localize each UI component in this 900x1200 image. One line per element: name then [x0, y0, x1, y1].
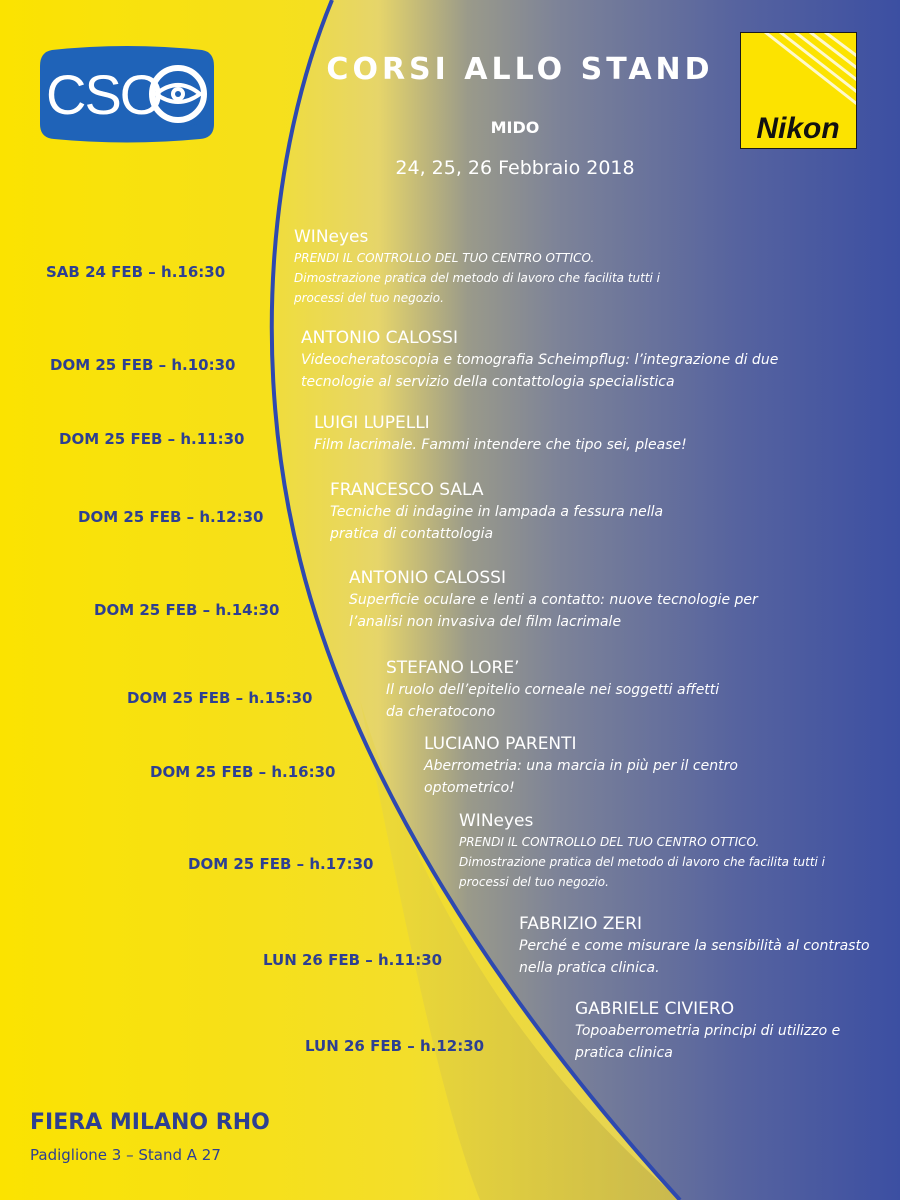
event-description: PRENDI IL CONTROLLO DEL TUO CENTRO OTTICO. Dimostrazione pratica del metodo di lavoro che facilita tutti i processi del tuo negozio.	[294, 251, 661, 305]
eye-icon	[152, 66, 212, 126]
time-slot-5: DOM 25 FEB – h.14:30	[94, 601, 280, 619]
event-name: MIDO	[490, 118, 540, 137]
event-1	[294, 226, 660, 308]
venue-hall: Padiglione 3 – Stand A 27	[30, 1146, 221, 1164]
time-slot-10: LUN 26 FEB – h.12:30	[305, 1037, 485, 1055]
event-dates: 24, 25, 26 Febbraio 2018	[395, 157, 635, 179]
event-title: ANTONIO CALOSSI	[301, 328, 458, 348]
time-slot-1: SAB 24 FEB – h.16:30	[46, 263, 226, 281]
event-8	[459, 810, 825, 892]
event-title: LUCIANO PARENTI	[424, 734, 577, 754]
event-4	[330, 479, 663, 545]
nikon-logo	[740, 32, 857, 149]
time-slot-4: DOM 25 FEB – h.12:30	[78, 508, 264, 526]
time-slot-8: DOM 25 FEB – h.17:30	[188, 855, 374, 873]
time-slot-6: DOM 25 FEB – h.15:30	[127, 689, 313, 707]
cso-logo	[38, 44, 216, 144]
cso-logo-text: CSO	[46, 63, 162, 126]
event-title: WINeyes	[459, 811, 534, 831]
event-description: Film lacrimale. Fammi intendere che tipo sei, please!	[314, 437, 687, 453]
nikon-logo-text: Nikon	[756, 112, 840, 145]
event-description: Aberrometria: una marcia in più per il centro optometrico!	[424, 758, 738, 796]
event-title: ANTONIO CALOSSI	[349, 568, 506, 588]
event-9	[519, 913, 870, 979]
event-description: Tecniche di indagine in lampada a fessura nella pratica di contattologia	[330, 504, 664, 542]
event-title: WINeyes	[294, 227, 369, 247]
event-description: Il ruolo dell’epitelio corneale nei soggetti affetti da cheratocono	[386, 682, 720, 720]
event-3	[314, 412, 687, 456]
event-title: FABRIZIO ZERI	[519, 914, 642, 934]
time-slot-2: DOM 25 FEB – h.10:30	[50, 356, 236, 374]
event-description: Topoaberrometria principi di utilizzo e pratica clinica	[575, 1023, 841, 1061]
time-slot-3: DOM 25 FEB – h.11:30	[59, 430, 245, 448]
event-description: Perché e come misurare la sensibilità al contrasto nella pratica clinica.	[519, 938, 870, 976]
page-title: CORSI ALLO STAND	[326, 52, 714, 87]
time-slot-7: DOM 25 FEB – h.16:30	[150, 763, 336, 781]
event-description: Superficie oculare e lenti a contatto: nuove tecnologie per l’analisi non invasiva del film lacrimale	[349, 592, 758, 630]
event-title: GABRIELE CIVIERO	[575, 999, 735, 1019]
event-6	[386, 657, 719, 723]
event-title: STEFANO LORE’	[386, 658, 520, 678]
venue-name: FIERA MILANO RHO	[30, 1110, 270, 1135]
event-description: PRENDI IL CONTROLLO DEL TUO CENTRO OTTICO. Dimostrazione pratica del metodo di lavoro che facilita tutti i processi del tuo negozio.	[459, 835, 826, 889]
event-5	[349, 567, 758, 633]
event-7	[424, 733, 738, 799]
event-title: FRANCESCO SALA	[330, 480, 484, 500]
event-2	[301, 327, 778, 393]
event-title: LUIGI LUPELLI	[314, 413, 430, 433]
event-10	[575, 998, 840, 1064]
time-slot-9: LUN 26 FEB – h.11:30	[263, 951, 443, 969]
event-description: Videocheratoscopia e tomografia Scheimpflug: l’integrazione di due tecnologie al servizio della contattologia specialistica	[301, 352, 779, 390]
